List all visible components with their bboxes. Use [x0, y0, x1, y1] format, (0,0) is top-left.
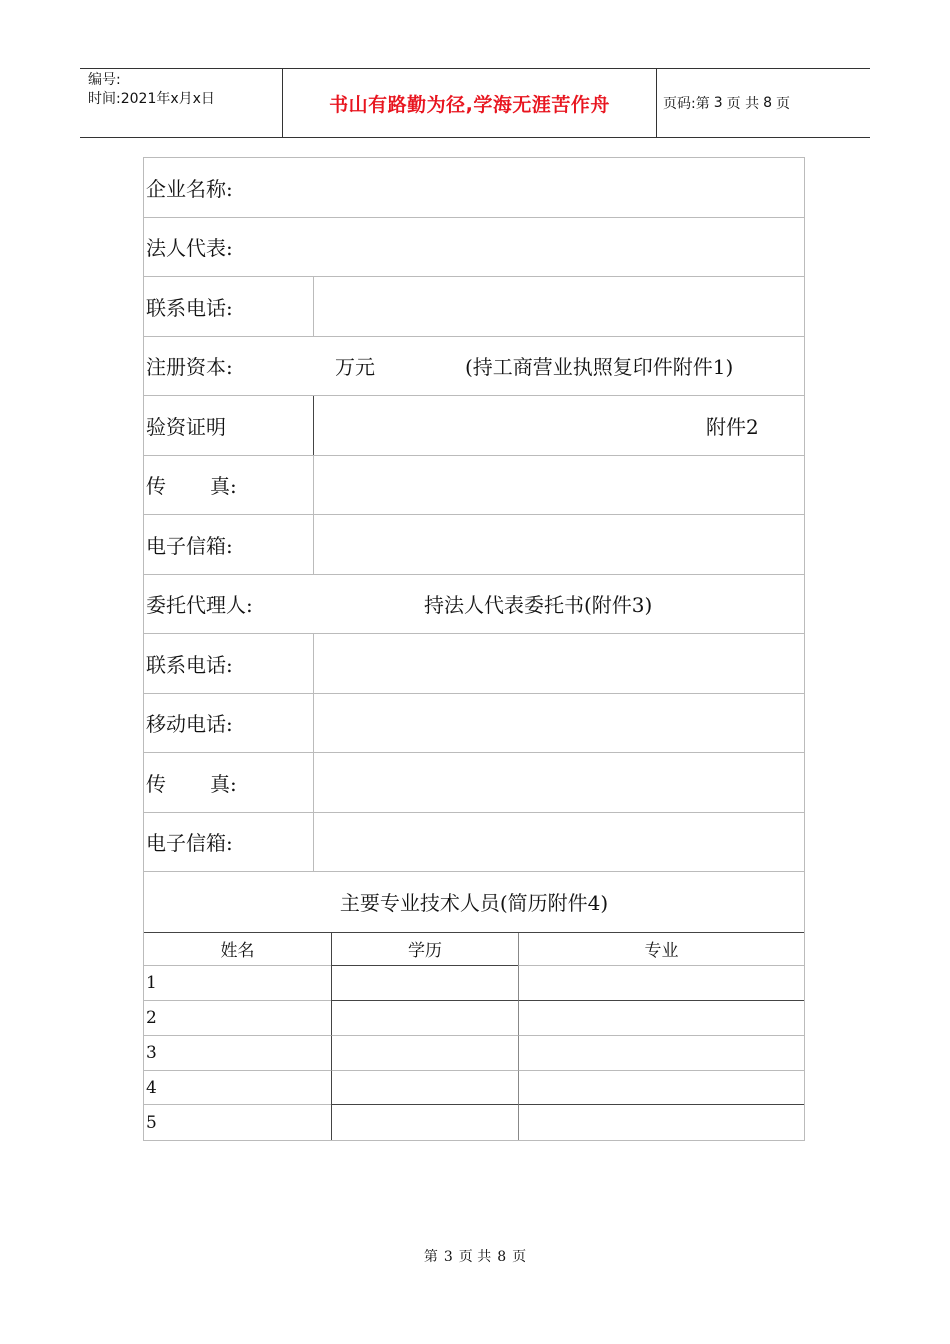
staff-row-index: 1 [144, 966, 331, 1001]
staff-header-name: 姓名 [144, 933, 331, 967]
staff-row-index: 5 [146, 1112, 157, 1133]
staff-cell-major [518, 1036, 804, 1071]
row-staff-title [144, 872, 804, 932]
staff-row-index: 4 [144, 1071, 331, 1106]
verification-note: 附件2 [706, 414, 759, 439]
cell-divider [313, 813, 314, 872]
capital-unit: 万元 [335, 355, 375, 380]
fax-label [146, 456, 237, 515]
header-page-info [655, 69, 870, 137]
fax-label-a: 传 [146, 474, 166, 499]
page-suffix: 页 [776, 96, 791, 112]
cell-divider [313, 396, 314, 455]
cell-divider [313, 456, 314, 515]
staff-cell-education [331, 1105, 518, 1140]
cell-divider [313, 515, 314, 574]
table-row [144, 1071, 804, 1106]
fax-label-a: 传 [146, 771, 166, 796]
phone-label: 联系电话: [146, 295, 233, 320]
page-header [80, 68, 870, 138]
staff-title: 主要专业技术人员(简历附件4) [339, 891, 609, 916]
footer-suffix: 页 [512, 1249, 527, 1265]
cell-divider [313, 634, 314, 693]
capital-note: (持工商营业执照复印件附件1) [465, 355, 734, 380]
row-capital-verification [144, 396, 804, 456]
email-label: 电子信箱: [146, 533, 233, 558]
footer-mid: 页 共 [458, 1249, 492, 1265]
page-mid: 页 共 [726, 96, 760, 112]
cell-divider [313, 694, 314, 753]
row-phone-1 [144, 277, 804, 337]
company-name-label: 企业名称: [146, 176, 233, 201]
agent-note: 持法人代表委托书(附件3) [424, 593, 653, 618]
cell-divider [313, 277, 314, 336]
row-legal-rep [144, 218, 804, 278]
staff-cell-education [331, 1036, 518, 1071]
table-row [144, 1001, 804, 1036]
phone-label: 联系电话: [146, 652, 233, 677]
registration-form-table [143, 157, 805, 1141]
capital-label: 注册资本: [146, 355, 233, 380]
staff-header-row [144, 932, 804, 967]
row-mobile [144, 694, 804, 754]
row-agent [144, 575, 804, 635]
page-footer [0, 1246, 950, 1266]
page-total: 8 [763, 95, 773, 111]
footer-total: 8 [497, 1249, 507, 1265]
staff-row-index: 3 [144, 1036, 331, 1071]
page-prefix: 页码:第 [663, 96, 710, 112]
agent-label: 委托代理人: [146, 593, 253, 618]
row-registered-capital [144, 337, 804, 397]
fax-label [146, 753, 237, 812]
mobile-label: 移动电话: [146, 712, 233, 737]
staff-cell-education [331, 1001, 518, 1036]
staff-cell-education [331, 1071, 518, 1106]
fax-label-b: 真: [210, 474, 237, 499]
staff-cell-major [518, 1001, 804, 1036]
row-company-name [144, 158, 804, 218]
staff-header-major: 专业 [518, 933, 804, 967]
staff-cell-education [331, 966, 518, 1001]
date-label: 时间:2021年x月x日 [88, 91, 215, 107]
staff-header-education: 学历 [331, 933, 518, 967]
table-row [144, 966, 804, 1001]
staff-cell-major [518, 966, 804, 1001]
cell-divider [313, 753, 314, 812]
row-fax-1 [144, 456, 804, 516]
header-meta [80, 69, 282, 137]
verification-label: 验资证明 [146, 414, 226, 439]
row-email-1 [144, 515, 804, 575]
row-email-2 [144, 813, 804, 873]
footer-current: 3 [443, 1249, 453, 1265]
staff-cell-major [518, 1105, 804, 1140]
legal-rep-label: 法人代表: [146, 236, 233, 261]
row-fax-2 [144, 753, 804, 813]
header-motto: 书山有路勤为径,学海无涯苦作舟 [282, 69, 657, 137]
staff-cell-major [518, 1071, 804, 1106]
email-label: 电子信箱: [146, 831, 233, 856]
row-phone-2 [144, 634, 804, 694]
footer-prefix: 第 [423, 1249, 438, 1265]
staff-row-index: 2 [144, 1001, 331, 1036]
table-row [144, 1105, 804, 1140]
table-row [144, 1036, 804, 1071]
fax-label-b: 真: [210, 771, 237, 796]
page-current: 3 [713, 95, 723, 111]
number-label: 编号: [88, 72, 121, 88]
